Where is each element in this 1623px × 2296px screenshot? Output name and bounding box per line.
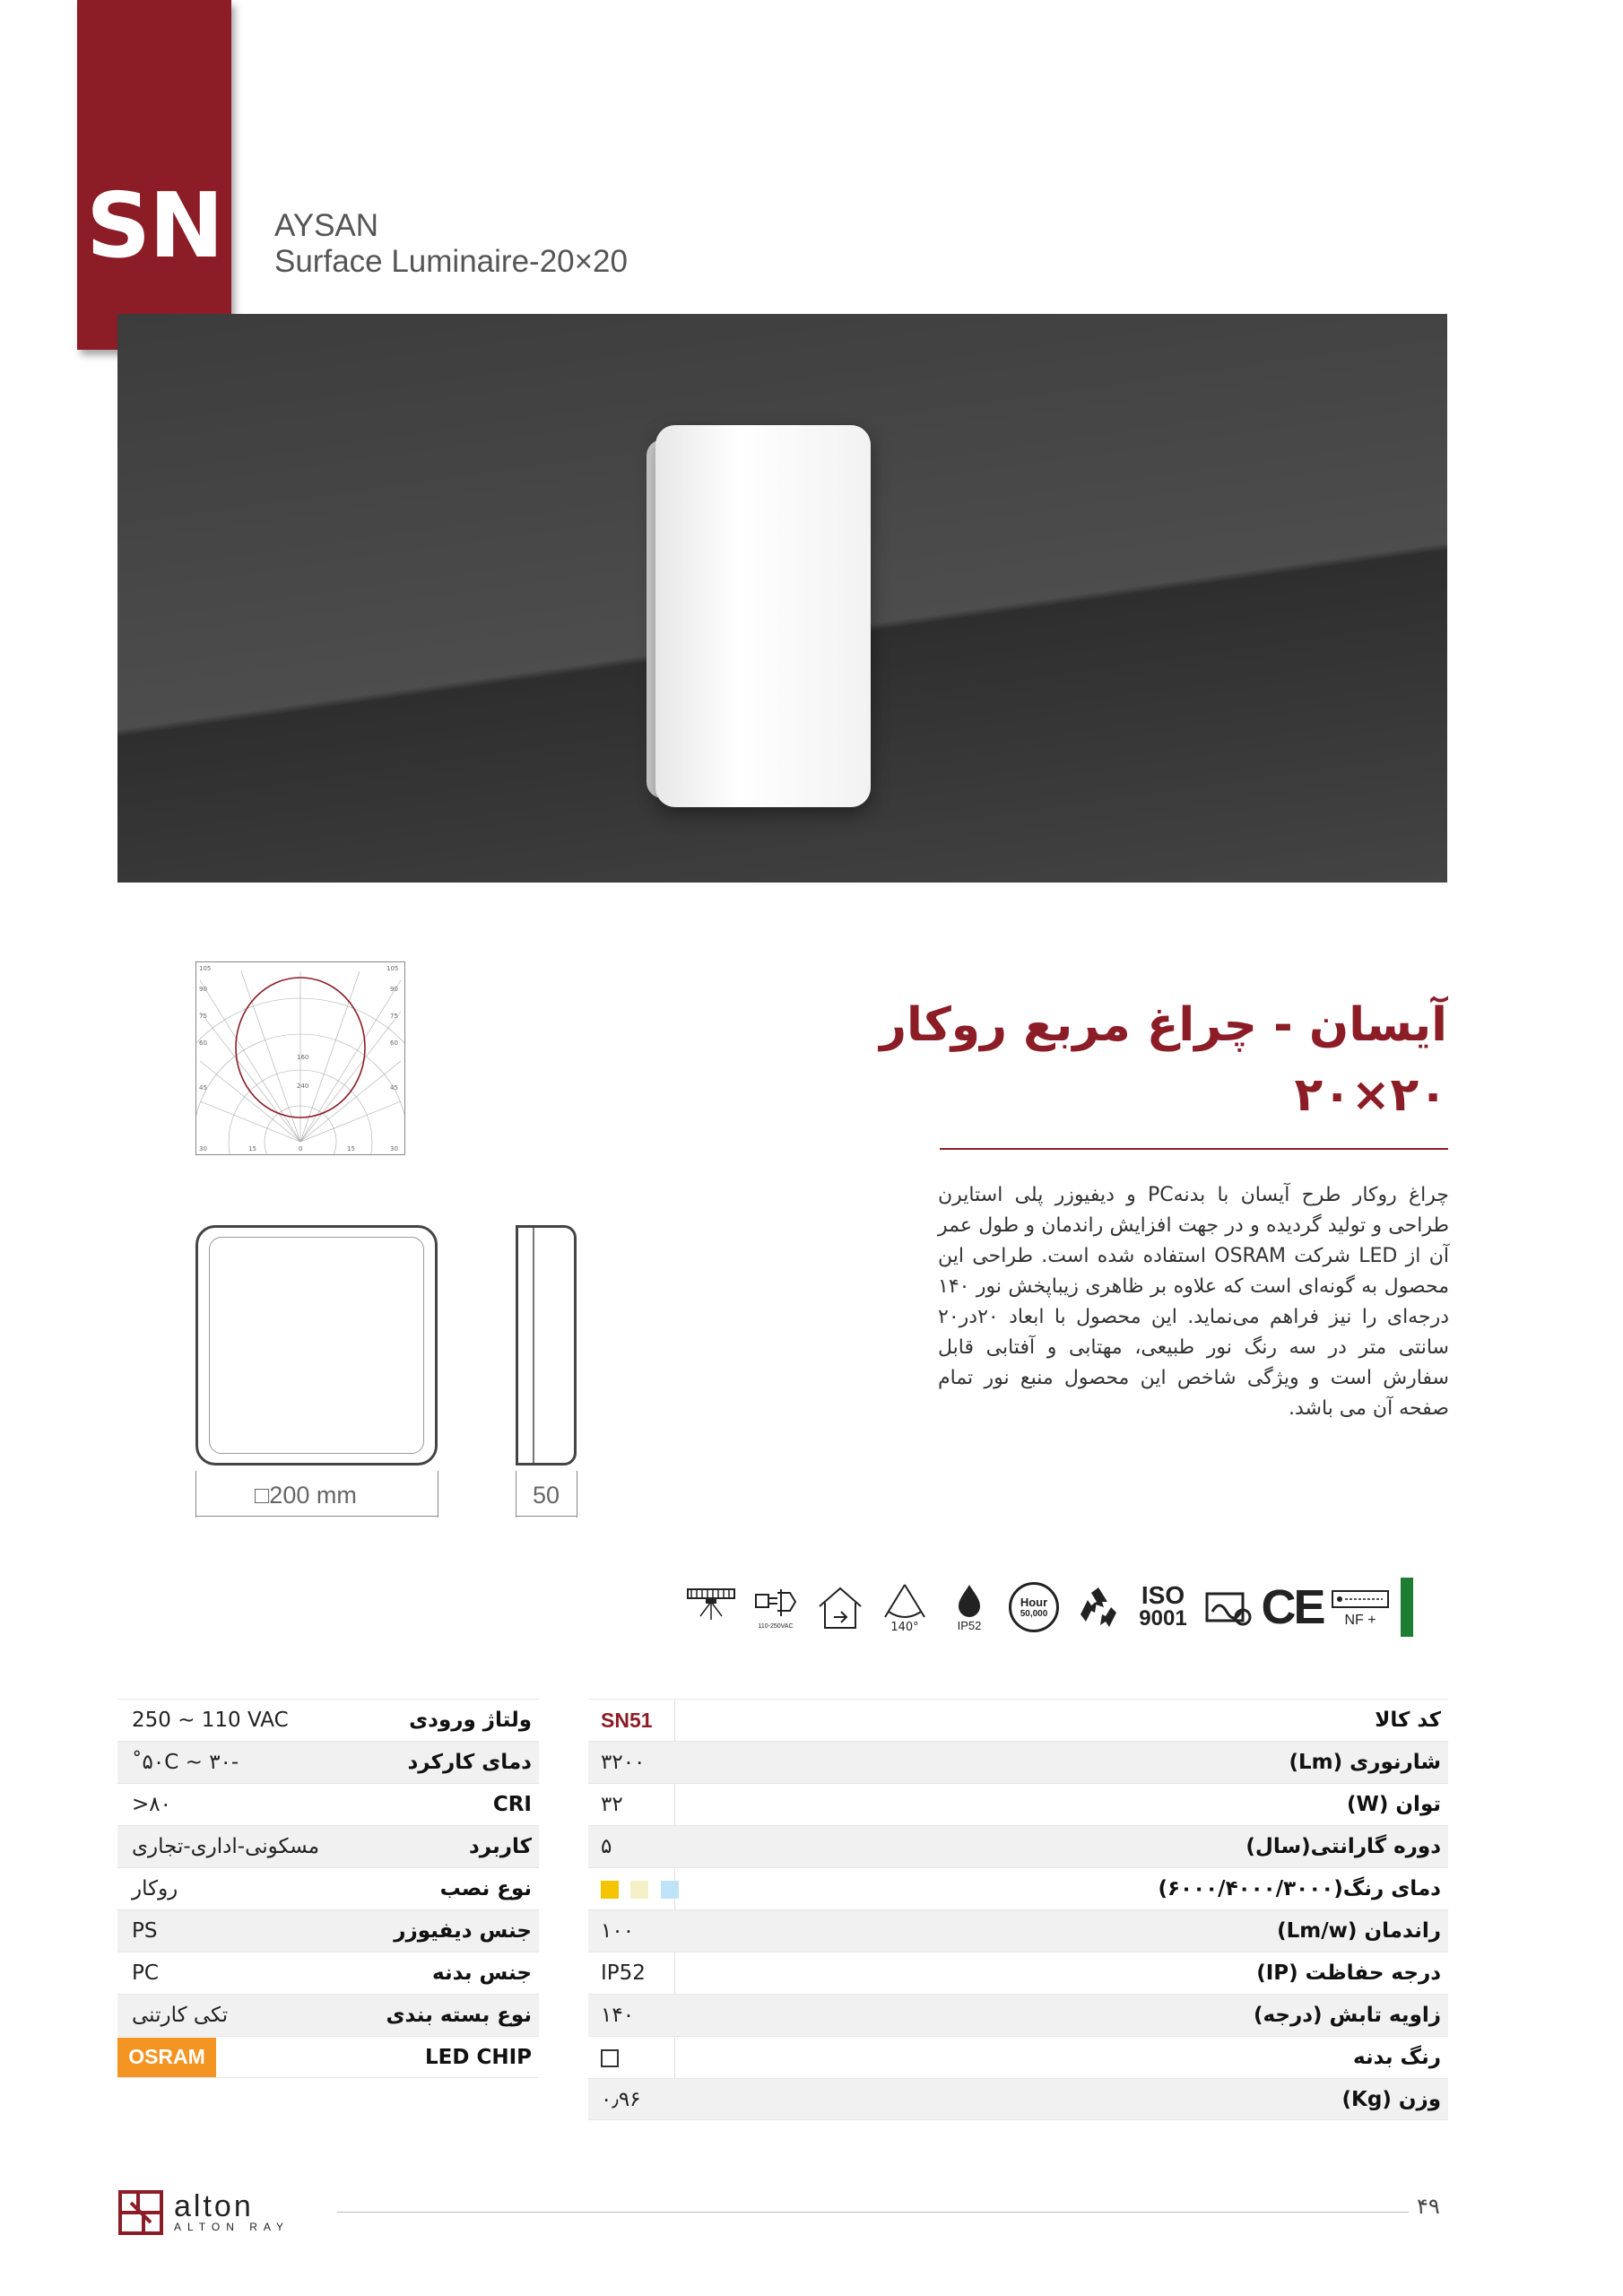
polar-tick: 160 bbox=[297, 1054, 309, 1061]
spec-label: وزن (Kg) bbox=[1341, 2087, 1441, 2111]
ceiling-mount-icon bbox=[683, 1578, 739, 1637]
polar-tick: 75 bbox=[199, 1013, 207, 1020]
table-row bbox=[117, 1994, 539, 2036]
table-row bbox=[588, 2078, 1448, 2120]
spec-table-left bbox=[117, 1699, 539, 2120]
logo-text: ALTON RAY bbox=[174, 2221, 291, 2233]
nf-plus-icon bbox=[1329, 1578, 1392, 1637]
table-row bbox=[588, 1867, 1448, 1909]
spec-label: نوع بسته بندی bbox=[386, 2004, 532, 2027]
spec-label: راندمان (Lm/w) bbox=[1277, 1919, 1441, 1943]
spec-table-right bbox=[588, 1699, 1448, 2125]
spec-label: دمای کارکرد bbox=[407, 1751, 532, 1774]
polar-tick: 105 bbox=[199, 965, 212, 972]
spec-label: دمای رنگ(۶۰۰۰/۴۰۰۰/۳۰۰۰) bbox=[1158, 1877, 1441, 1900]
spec-value: -۳۰ ~ ۵۰C˚ bbox=[132, 1751, 239, 1774]
product-title-line2: ۲۰×۲۰ bbox=[1294, 1068, 1447, 1122]
green-accent-bar bbox=[1401, 1578, 1413, 1637]
neutral-color-swatch bbox=[630, 1881, 648, 1899]
spec-value: مسکونی-اداری-تجاری bbox=[132, 1835, 320, 1858]
color-temperature-swatches bbox=[601, 1877, 684, 1900]
ip-rating-icon bbox=[942, 1578, 997, 1637]
photometric-polar-diagram bbox=[195, 961, 405, 1155]
side-view-divider bbox=[533, 1228, 534, 1463]
spec-value: PC bbox=[132, 1961, 159, 1985]
depth-dim-line bbox=[516, 1516, 577, 1517]
spec-value: ۵ bbox=[601, 1835, 612, 1858]
polar-tick: 60 bbox=[199, 1039, 207, 1047]
beam-angle-icon bbox=[877, 1578, 933, 1637]
table-row bbox=[588, 1699, 1448, 1741]
spec-label: نوع نصب bbox=[439, 1877, 532, 1900]
polar-tick: 60 bbox=[390, 1039, 398, 1047]
iso-label: ISO bbox=[1141, 1581, 1185, 1609]
polar-tick: 240 bbox=[297, 1083, 309, 1090]
polar-diagram-svg bbox=[196, 962, 404, 1154]
table-row bbox=[117, 1952, 539, 1994]
table-row bbox=[588, 1783, 1448, 1825]
spec-label: دوره گارانتی(سال) bbox=[1245, 1835, 1441, 1858]
spec-label: LED CHIP bbox=[424, 2045, 532, 2069]
spec-value: IP52 bbox=[601, 1961, 646, 1985]
product-photo bbox=[117, 314, 1447, 883]
table-row bbox=[117, 1783, 539, 1825]
table-row bbox=[117, 1867, 539, 1909]
table-row bbox=[117, 1699, 539, 1741]
spec-label: زاویه تابش (درجه) bbox=[1253, 2004, 1441, 2027]
width-dim-line bbox=[195, 1516, 438, 1517]
spec-value: ۳۲۰۰ bbox=[601, 1751, 646, 1774]
front-view-drawing bbox=[195, 1225, 438, 1465]
footer-rule bbox=[337, 2212, 1409, 2213]
luminaire-front bbox=[655, 425, 871, 807]
front-view-inner bbox=[209, 1237, 424, 1454]
white-body-swatch bbox=[601, 2049, 619, 2067]
product-title-line1: آیسان - چراغ مربع روکار bbox=[880, 998, 1447, 1052]
product-code: SN51 bbox=[601, 1708, 653, 1732]
spec-value: تکی کارتنی bbox=[132, 2004, 229, 2027]
dim-tick bbox=[195, 1471, 196, 1518]
polar-tick: 90 bbox=[199, 986, 207, 993]
table-row bbox=[117, 1909, 539, 1952]
lifetime-hour-label: Hour bbox=[1020, 1596, 1048, 1609]
width-dimension-label: □200 mm bbox=[255, 1482, 357, 1509]
product-header bbox=[274, 208, 628, 280]
polar-tick: 15 bbox=[347, 1145, 355, 1152]
polar-tick: 105 bbox=[386, 965, 399, 972]
nf-text: NF + bbox=[1344, 1613, 1376, 1628]
spec-value: 250 ~ 110 VAC bbox=[132, 1709, 289, 1732]
polar-tick: 30 bbox=[390, 1145, 398, 1152]
spec-label: CRI bbox=[492, 1793, 532, 1816]
logo-mark-icon bbox=[117, 2188, 165, 2237]
table-row bbox=[588, 1741, 1448, 1783]
spec-label: جنس بدنه bbox=[432, 1961, 532, 1985]
depth-dimension-label: 50 bbox=[533, 1482, 560, 1509]
spec-label: ولتاژ ورودی bbox=[409, 1709, 532, 1732]
product-description: چراغ روکار طرح آیسان با بدنهPC و دیفیوزر پلی استایرن طراحی و تولید گردیده و در جهت افزایش راندمان و طول عمر آن از LED شرکت OSRAM استفاده شده است. طراحی این محصول به گونه‌ای است که علاوه بر ظاهری زیباپخش نور ۱۴۰ درجه‌ای را نیز فراهم می‌نماید. این محصول با ابعاد ۲۰در۲۰ سانتی متر در سه رنگ نور طبیعی، مهتابی و آفتابی قابل سفارش است و ویژگی شاخص این محصول منبع نور تمام صفحه آن می باشد. bbox=[938, 1184, 1449, 1420]
warm-color-swatch bbox=[601, 1881, 619, 1899]
table-row bbox=[117, 1825, 539, 1867]
voltage-plug-icon bbox=[748, 1578, 803, 1637]
spec-value: ۳۲ bbox=[601, 1793, 623, 1816]
polar-tick: 0 bbox=[299, 1145, 303, 1152]
voltage-text: 110-250VAC bbox=[758, 1622, 794, 1630]
spec-label: کد کالا bbox=[1375, 1709, 1441, 1732]
product-brand: AYSAN bbox=[274, 208, 379, 243]
polar-tick: 30 bbox=[199, 1145, 207, 1152]
lifetime-hours-icon bbox=[1006, 1578, 1062, 1637]
beam-angle-text: 140° bbox=[890, 1620, 919, 1634]
series-badge bbox=[77, 0, 231, 350]
spec-label: توان (W) bbox=[1347, 1793, 1441, 1816]
cool-color-swatch bbox=[661, 1881, 679, 1899]
table-row bbox=[588, 1825, 1448, 1867]
company-logo bbox=[117, 2188, 290, 2237]
logo-word: alton bbox=[174, 2189, 254, 2223]
table-row bbox=[588, 1909, 1448, 1952]
side-view-drawing bbox=[516, 1225, 577, 1465]
body-color-swatch bbox=[601, 2046, 619, 2069]
table-row bbox=[117, 2036, 539, 2078]
spec-value: ۱۴۰ bbox=[601, 2004, 635, 2027]
spec-value: ۱۰۰ bbox=[601, 1919, 635, 1943]
spec-label: شارنوری (Lm) bbox=[1289, 1751, 1441, 1774]
polar-tick: 90 bbox=[390, 986, 398, 993]
osram-badge: OSRAM bbox=[117, 2038, 216, 2077]
ip-rating-text: IP52 bbox=[957, 1618, 982, 1632]
spec-value: روکار bbox=[132, 1877, 178, 1900]
polar-tick: 75 bbox=[390, 1013, 398, 1020]
spec-value: PS bbox=[132, 1919, 158, 1943]
polar-tick: 15 bbox=[248, 1145, 256, 1152]
title-divider bbox=[940, 1148, 1448, 1150]
table-row bbox=[588, 2036, 1448, 2078]
spec-label: کاربرد bbox=[469, 1835, 532, 1858]
standard-mark-icon bbox=[1200, 1578, 1255, 1637]
spec-value: ۸۰< bbox=[132, 1793, 171, 1816]
recycle-icon bbox=[1071, 1578, 1126, 1637]
product-subtitle: Surface Luminaire-20×20 bbox=[274, 244, 628, 279]
table-row bbox=[117, 1741, 539, 1783]
page-number: ۴۹ bbox=[1417, 2194, 1440, 2219]
table-row bbox=[588, 1994, 1448, 2036]
spec-label: رنگ بدنه bbox=[1353, 2046, 1441, 2069]
polar-tick: 45 bbox=[390, 1084, 398, 1091]
indoor-house-icon bbox=[812, 1578, 868, 1637]
ce-mark-icon: CE bbox=[1261, 1580, 1324, 1634]
feature-icon-row bbox=[683, 1577, 1413, 1638]
table-row bbox=[588, 1952, 1448, 1994]
spec-value: ۰٫۹۶ bbox=[601, 2087, 641, 2111]
series-code: SN bbox=[86, 173, 222, 278]
iso-number: 9001 bbox=[1139, 1606, 1187, 1631]
product-title bbox=[880, 990, 1447, 1130]
lifetime-hour-value: 50,000 bbox=[1020, 1609, 1048, 1619]
polar-tick: 45 bbox=[199, 1084, 207, 1091]
iso-9001-icon bbox=[1135, 1578, 1191, 1637]
spec-label: جنس دیفیوزر bbox=[394, 1919, 532, 1943]
spec-label: درجه حفاظت (IP) bbox=[1256, 1961, 1441, 1985]
